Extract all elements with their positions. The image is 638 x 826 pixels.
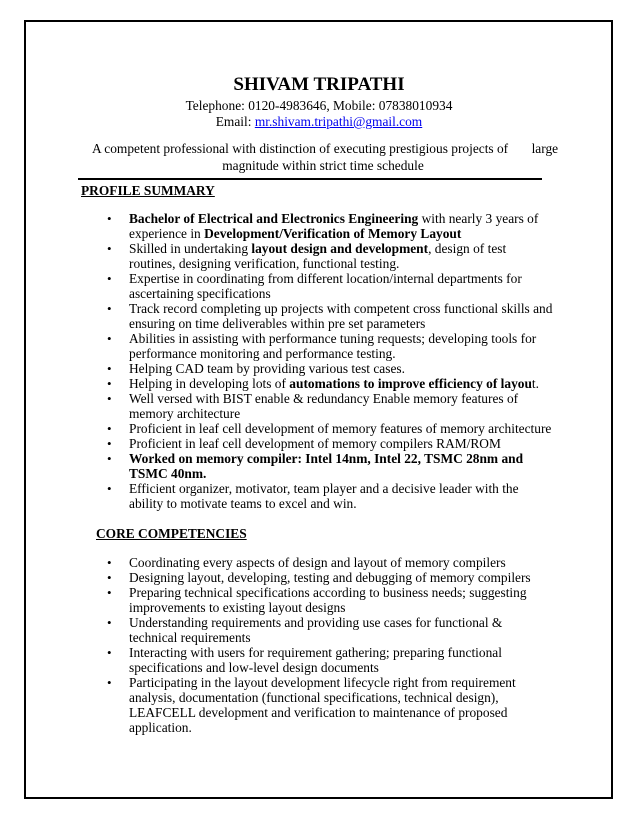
list-item-text: Worked on memory compiler: Intel 14nm, Intel 22, TSMC 28nm and TSMC 40nm. [129, 451, 524, 481]
list-item-text: Coordinating every aspects of design and layout of memory compilers [129, 555, 506, 570]
list-item [81, 555, 553, 570]
list-item-text: Helping in developing lots of [129, 376, 290, 391]
list-item-text: Helping CAD team by providing various test cases. [129, 361, 405, 376]
list-item-text: Well versed with BIST enable & redundancy Enable memory features of memory architecture [129, 391, 519, 421]
list-item [81, 376, 553, 391]
core-competencies-heading: CORE COMPETENCIES [96, 526, 247, 541]
profile-summary-list [81, 211, 553, 511]
list-item-text: Participating in the layout development lifecycle right from requirement analysis, documentation (functional specifications, technical design), LEAFCELL development and verification to maintenance of proposed application. [129, 675, 516, 735]
list-item [81, 645, 553, 675]
list-item [81, 481, 553, 511]
list-item-text: , design of test routines, designing verification, functional testing. [129, 241, 507, 271]
list-item [81, 585, 553, 615]
list-item-text: Preparing technical specifications according to business needs; suggesting improvements to existing layout designs [129, 585, 527, 615]
list-item [81, 301, 553, 331]
candidate-name: SHIVAM TRIPATHI [233, 74, 405, 95]
objective-statement [92, 140, 559, 174]
list-item [81, 331, 553, 361]
list-item [81, 241, 553, 271]
list-item [81, 391, 553, 421]
list-item [81, 570, 553, 585]
list-item-text: Proficient in leaf cell development of memory features of memory architecture [129, 421, 552, 436]
list-item-text: with nearly 3 years of experience in [129, 211, 539, 241]
list-item-text: Understanding requirements and providing use cases for functional & technical requirements [129, 615, 503, 645]
list-item-text: Efficient organizer, motivator, team player and a decisive leader with the ability to motivate teams to excel and win. [129, 481, 519, 511]
list-item [81, 675, 553, 735]
list-item-text: Interacting with users for requirement gathering; preparing functional specifications and low-level design documents [129, 645, 502, 675]
list-item [81, 361, 553, 376]
list-item [81, 615, 553, 645]
list-item [81, 436, 553, 451]
list-item-text: Skilled in undertaking [129, 241, 252, 256]
list-item [81, 271, 553, 301]
core-competencies-list [81, 555, 553, 735]
email-line [0, 113, 638, 130]
list-item-text: Development/Verification of Memory Layout [204, 226, 462, 241]
list-item-text: layout design and development [251, 241, 429, 256]
telephone-line: Telephone: 0120-4983646, Mobile: 07838010934 [185, 98, 453, 113]
objective-line-1: A competent professional with distinction of executing prestigious projects of large [92, 141, 559, 156]
email-label: Email: [215, 114, 255, 129]
objective-line-2: magnitude within strict time schedule [222, 158, 424, 173]
list-item-text: Designing layout, developing, testing and debugging of memory compilers [129, 570, 531, 585]
list-item-text: Bachelor of Electrical and Electronics Engineering [129, 211, 419, 226]
list-item-text: t. [531, 376, 539, 391]
list-item-text: Proficient in leaf cell development of memory compilers RAM/ROM [129, 436, 501, 451]
list-item-text: Expertise in coordinating from different location/internal departments for ascertaining specifications [129, 271, 522, 301]
profile-summary-heading: PROFILE SUMMARY [81, 183, 215, 198]
list-item [81, 451, 553, 481]
list-item [81, 421, 553, 436]
list-item-text: Track record completing up projects with competent cross functional skills and ensuring on time deliverables within pre set parameters [129, 301, 553, 331]
list-item-text: Abilities in assisting with performance tuning requests; developing tools for performance monitoring and performance testing. [129, 331, 537, 361]
list-item [81, 211, 553, 241]
list-item-text: automations to improve efficiency of layou [289, 376, 532, 391]
header-divider [78, 178, 542, 180]
email-link[interactable]: mr.shivam.tripathi@gmail.com [254, 114, 423, 129]
